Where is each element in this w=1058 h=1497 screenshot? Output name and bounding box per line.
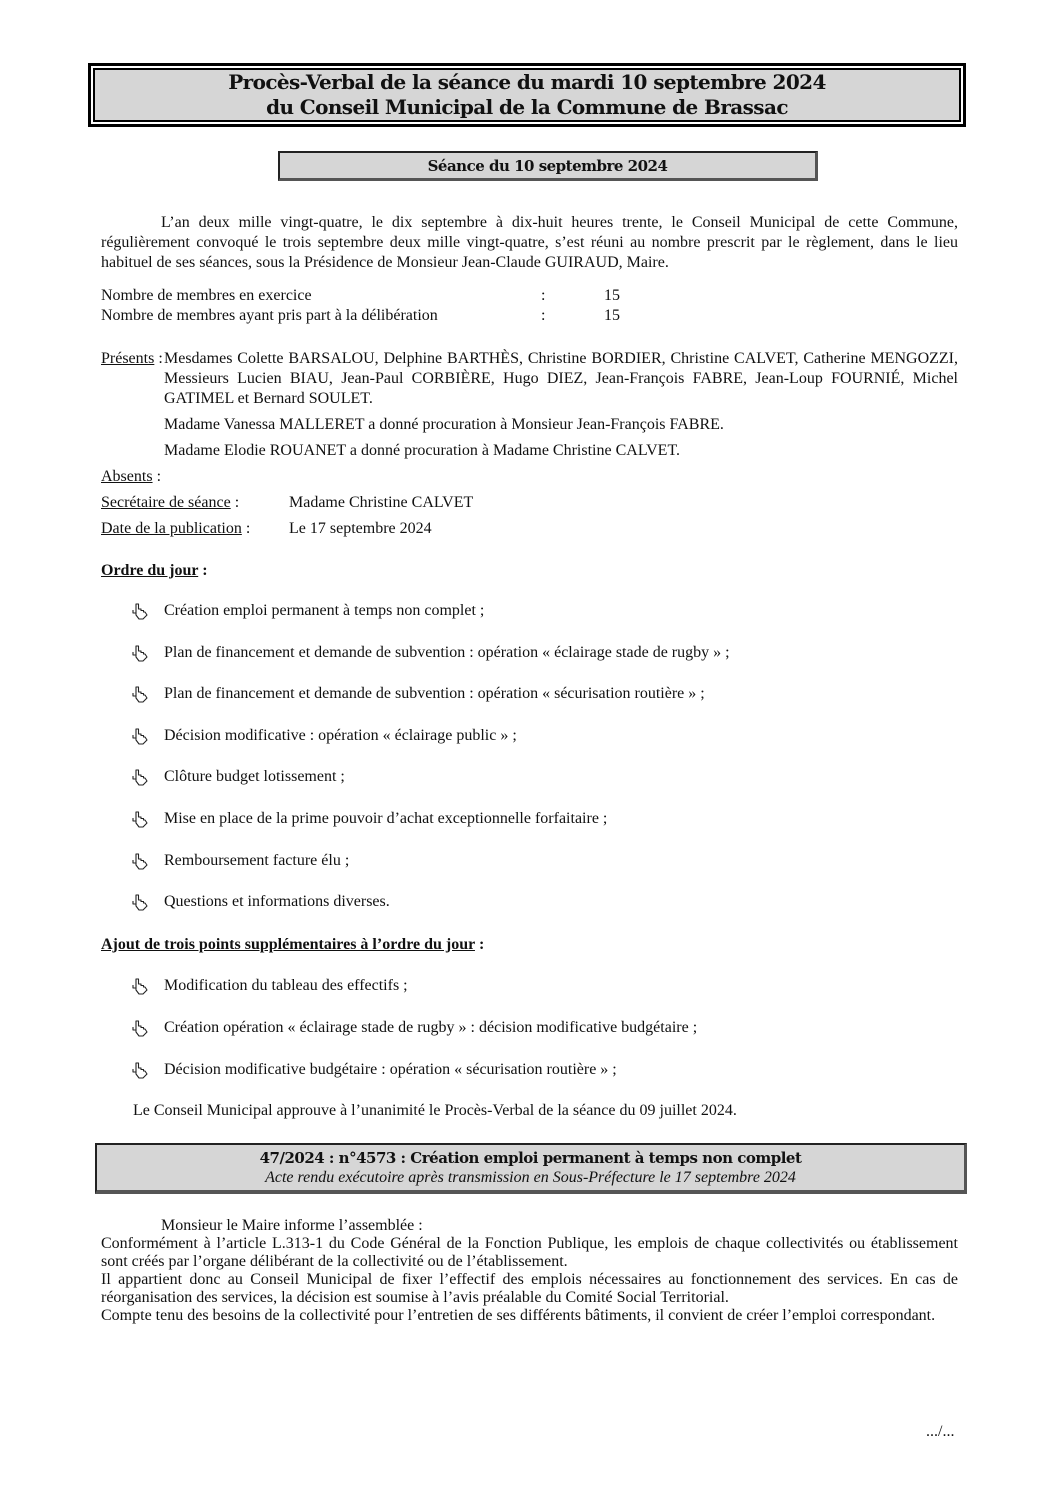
additions-heading xyxy=(101,935,484,955)
pointing-hand-icon xyxy=(131,1018,149,1038)
members-label: Nombre de membres en exercice xyxy=(101,287,312,304)
procuration-1: Madame Vanessa MALLERET a donné procuration à Monsieur Jean-François FABRE. xyxy=(164,416,724,433)
addition-item-label: Création opération « éclairage stade de rugby » : décision modificative budgétaire ; xyxy=(164,1019,698,1036)
agenda-item-label: Plan de financement et demande de subvention : opération « sécurisation routière » ; xyxy=(164,685,705,703)
addition-item-label: Modification du tableau des effectifs ; xyxy=(164,977,408,994)
procuration-2: Madame Elodie ROUANET a donné procuration à Madame Christine CALVET. xyxy=(164,442,681,459)
deliberation-body xyxy=(101,1217,958,1325)
agenda-heading-sep: : xyxy=(198,562,208,579)
agenda-item-label: Plan de financement et demande de subvention : opération « éclairage stade de rugby » ; xyxy=(164,643,730,661)
absents-sep: : xyxy=(152,468,162,485)
deliberation-line-2: Conformément à l’article L.313-1 du Code Général de la Fonction Publique, les emplois de chaque collectivités ou établissement sont créés par l’organe délibérant de la collectivité ou de l’établissement. xyxy=(101,1235,958,1270)
agenda-item-label: Clôture budget lotissement ; xyxy=(164,768,345,786)
presents-label-row xyxy=(101,349,163,369)
deliberation-line-1: Monsieur le Maire informe l’assemblée : xyxy=(161,1217,423,1234)
secretaire-label: Secrétaire de séance xyxy=(101,494,231,511)
deliberation-heading-box xyxy=(95,1143,967,1194)
title-line-1: Procès-Verbal de la séance du mardi 10 septembre 2024 xyxy=(228,70,826,94)
pointing-hand-icon xyxy=(131,767,149,787)
document-title-box xyxy=(88,63,966,127)
pointing-hand-icon xyxy=(131,1060,149,1080)
additions-heading-text: Ajout de trois points supplémentaires à l’ordre du jour xyxy=(101,936,475,953)
additions-heading-sep: : xyxy=(474,936,485,953)
presents-sep: : xyxy=(154,350,163,367)
absents-label: Absents xyxy=(101,468,153,485)
presents-list: Mesdames Colette BARSALOU, Delphine BARTHÈS, Christine BORDIER, Christine CALVET, Catherine MENGOZZI, Messieurs Lucien BIAU, Jean-Paul CORBIÈRE, Hugo DIEZ, Jean-François FABRE, Jean-Loup FOURNIÉ, Michel GATIMEL et Bernard SOULET. xyxy=(164,350,958,407)
pointing-hand-icon xyxy=(131,601,149,621)
participants-row xyxy=(101,306,438,326)
agenda-item-label: Questions et informations diverses. xyxy=(164,893,390,911)
pointing-hand-icon xyxy=(131,976,149,996)
pointing-hand-icon xyxy=(131,643,149,663)
seance-heading xyxy=(278,151,818,181)
seance-heading-text: Séance du 10 septembre 2024 xyxy=(427,156,668,175)
deliberation-title: 47/2024 : n°4573 : Création emploi permanent à temps non complet xyxy=(259,1148,802,1167)
participants-sep: : xyxy=(541,307,546,324)
pointing-hand-icon xyxy=(131,892,149,912)
approval-statement: Le Conseil Municipal approuve à l’unanimité le Procès-Verbal de la séance du 09 juillet 2024. xyxy=(133,1102,737,1119)
deliberation-subtitle: Acte rendu exécutoire après transmission en Sous-Préfecture le 17 septembre 2024 xyxy=(265,1168,796,1186)
agenda-heading-text: Ordre du jour xyxy=(101,562,199,579)
agenda-item-label: Création emploi permanent à temps non complet ; xyxy=(164,602,485,619)
members-value: 15 xyxy=(604,287,620,304)
addition-item-label: Décision modificative budgétaire : opération « sécurisation routière » ; xyxy=(164,1061,617,1078)
participants-label: Nombre de membres ayant pris part à la délibération xyxy=(101,307,438,324)
publication-sep: : xyxy=(241,520,251,537)
publication-label: Date de la publication xyxy=(101,520,242,537)
pointing-hand-icon xyxy=(131,809,149,829)
agenda-item-label: Mise en place de la prime pouvoir d’achat exceptionnelle forfaitaire ; xyxy=(164,810,608,827)
secretaire-sep: : xyxy=(230,494,240,511)
agenda-heading xyxy=(101,561,208,581)
pointing-hand-icon xyxy=(131,851,149,871)
secretaire-value: Madame Christine CALVET xyxy=(289,494,474,511)
publication-row xyxy=(101,519,250,539)
intro-paragraph: L’an deux mille vingt-quatre, le dix septembre à dix-huit heures trente, le Conseil Municipal de cette Commune, régulièrement convoqué le trois septembre deux mille vingt-quatre, s’est réuni au nombre prescrit par le règlement, dans le lieu habituel de ses séances, sous la Présidence de Monsieur Jean-Claude GUIRAUD, Maire. xyxy=(101,214,958,271)
participants-value: 15 xyxy=(604,307,620,324)
deliberation-line-4: Compte tenu des besoins de la collectivité pour l’entretien de ses différents bâtiments, il convient de créer l’emploi correspondant. xyxy=(101,1307,936,1324)
pointing-hand-icon xyxy=(131,684,149,704)
absents-row xyxy=(101,467,161,487)
page-continuation: .../... xyxy=(926,1423,955,1440)
deliberation-line-3: Il appartient donc au Conseil Municipal de fixer l’effectif des emplois nécessaires au fonctionnement des services. En cas de réorganisation des services, la décision est soumise à l’avis préalable du Comité Social Territorial. xyxy=(101,1271,958,1306)
presents-label: Présents xyxy=(101,350,155,367)
members-sep: : xyxy=(541,287,546,304)
document-title xyxy=(93,68,961,122)
agenda-item-label: Décision modificative : opération « éclairage public » ; xyxy=(164,726,517,744)
pointing-hand-icon xyxy=(131,726,149,746)
title-line-2: du Conseil Municipal de la Commune de Brassac xyxy=(266,95,788,119)
members-row xyxy=(101,286,312,306)
agenda-item-label: Remboursement facture élu ; xyxy=(164,851,350,869)
publication-value: Le 17 septembre 2024 xyxy=(289,520,432,537)
secretaire-row xyxy=(101,493,239,513)
